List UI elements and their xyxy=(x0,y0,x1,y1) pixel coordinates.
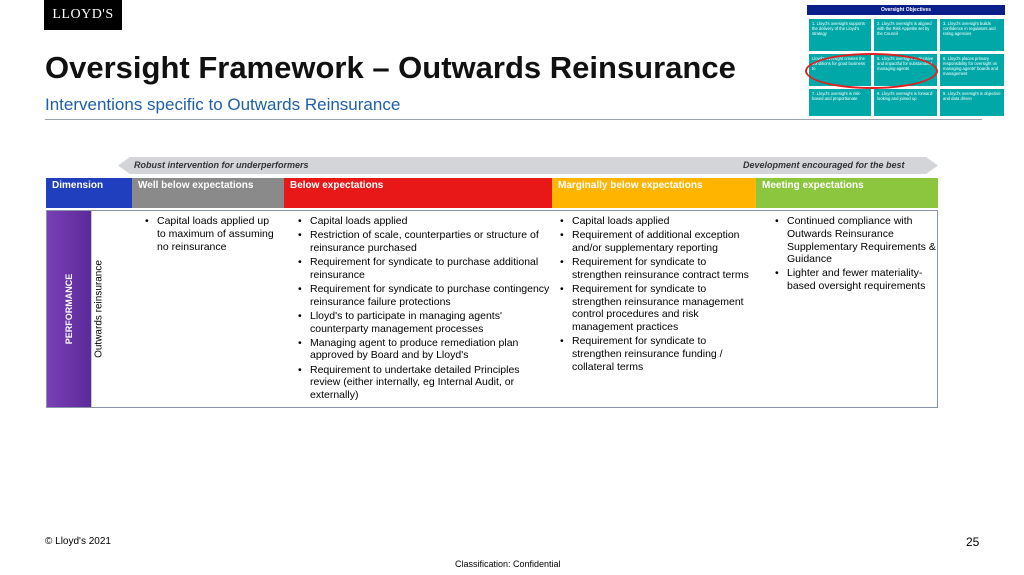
list-item: • Requirement for syndicate to strengthen reinsurance funding / collateral terms xyxy=(560,335,755,373)
header-meeting: Meeting expectations xyxy=(756,178,938,208)
list-item: • Requirement for syndicate to strengthen reinsurance management control procedures and risk management practices xyxy=(560,283,755,334)
arrow-right-label: Development encouraged for the best xyxy=(743,160,905,170)
objective-cell: 3. Lloyd's oversight builds confidence in regulators and rating agencies xyxy=(940,19,1004,51)
header-below: Below expectations xyxy=(284,178,552,208)
header-well-below: Well below expectations xyxy=(132,178,284,208)
arrow-left-label: Robust intervention for underperformers xyxy=(134,160,309,170)
oversight-objectives-title: Oversight Objectives xyxy=(807,5,1005,15)
well-below-column xyxy=(145,215,280,255)
title-divider xyxy=(45,119,982,120)
list-item: • Lloyd's to participate in managing agents' counterparty management processes xyxy=(298,310,550,336)
objective-cell: 9. Lloyd's oversight is objective and data driven xyxy=(940,89,1004,116)
highlight-ellipse xyxy=(805,53,938,89)
list-item: • Requirement for syndicate to purchase contingency reinsurance failure protections xyxy=(298,283,550,309)
classification-label: Classification: Confidential xyxy=(455,559,561,569)
page-subtitle: Interventions specific to Outwards Reinsurance xyxy=(45,95,401,114)
page-number: 25 xyxy=(966,535,980,549)
objective-cell: 1. Lloyd's oversight supports the delivery of the Lloyd's strategy xyxy=(809,19,871,51)
list-item: • Capital loads applied xyxy=(298,215,550,228)
list-item: • Lighter and fewer materiality-based oversight requirements xyxy=(775,267,937,293)
objective-cell: Lloyd's oversight creates the conditions for good business to xyxy=(809,54,871,86)
list-item: • Managing agent to produce remediation plan approved by Board and by Lloyd's xyxy=(298,337,550,363)
header-marginally-below: Marginally below expectations xyxy=(552,178,756,208)
list-item: • Restriction of scale, counterparties or structure of reinsurance purchased xyxy=(298,229,550,255)
performance-label: PERFORMANCE xyxy=(64,273,74,345)
objective-cell: 8. Lloyd's oversight is forward-looking and joined up xyxy=(874,89,937,116)
header-dimension: Dimension xyxy=(46,178,132,208)
list-item: • Requirement of additional exception and/or supplementary reporting xyxy=(560,229,755,255)
row-divider xyxy=(91,211,92,407)
lloyds-logo xyxy=(44,0,122,30)
logo-text: LLOYD'S xyxy=(52,7,114,22)
objective-cell: 2. Lloyd's oversight is aligned with the Risk Appetite set by the Council xyxy=(874,19,937,51)
meeting-column xyxy=(775,215,937,294)
objective-cell: 6. Lloyd's places primary responsibility for oversight on managing agents' boards and management xyxy=(940,54,1004,86)
list-item: • Capital loads applied up to maximum of assuming no reinsurance xyxy=(145,215,280,253)
outwards-reinsurance-label: Outwards reinsurance xyxy=(93,260,105,358)
page-title: Oversight Framework – Outwards Reinsurance xyxy=(45,50,736,85)
list-item: • Capital loads applied xyxy=(560,215,755,228)
list-item: • Requirement for syndicate to strengthen reinsurance contract terms xyxy=(560,256,755,282)
copyright: © Lloyd's 2021 xyxy=(45,536,111,547)
list-item: • Requirement for syndicate to purchase additional reinsurance xyxy=(298,256,550,282)
list-item: • Requirement to undertake detailed Principles review (either internally, eg Internal Audit, or externally) xyxy=(298,364,550,402)
below-column xyxy=(298,215,550,403)
marginally-below-column xyxy=(560,215,755,375)
list-item: • Continued compliance with Outwards Reinsurance Supplementary Requirements & Guidance xyxy=(775,215,937,266)
objective-cell: 5. Lloyd's oversight is decisive and impactful for substandard managing agents xyxy=(874,54,937,86)
objective-cell: 7. Lloyd's oversight is risk-based and proportionate xyxy=(809,89,871,116)
